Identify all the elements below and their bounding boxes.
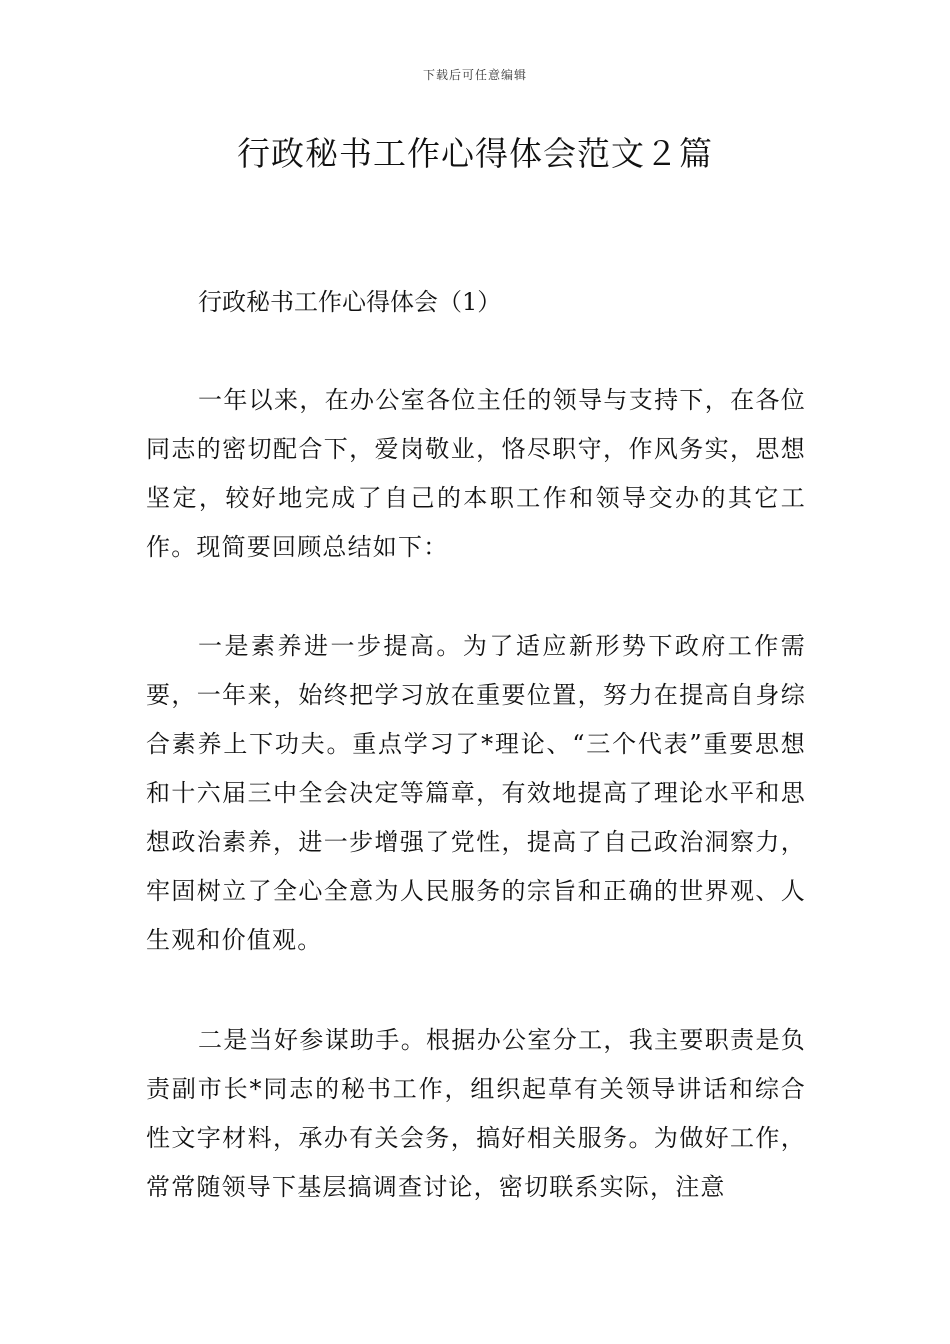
document-title: 行政秘书工作心得体会范文２篇 [237, 134, 713, 173]
section-heading: 行政秘书工作心得体会（1） [198, 288, 502, 316]
paragraph-point-one: 一是素养进一步提高。为了适应新形势下政府工作需要，一年来，始终把学习放在重要位置，努力在提高自身综合素养上下功夫。重点学习了*理论、“三个代表”重要思想和十六届三中全会决定等篇章，有效地提高了理论水平和思想政治素养，进一步增强了党性，提高了自己政治洞察力，牢固树立了全心全意为人民服务的宗旨和正确的世界观、人生观和价值观。 [146, 632, 806, 954]
header-note: 下载后可任意编辑 [422, 68, 527, 82]
paragraph-intro: 一年以来，在办公室各位主任的领导与支持下，在各位同志的密切配合下，爱岗敬业，恪尽职守，作风务实，思想坚定，较好地完成了自己的本职工作和领导交办的其它工作。现简要回顾总结如下： [146, 386, 806, 561]
paragraph-point-two: 二是当好参谋助手。根据办公室分工，我主要职责是负责副市长*同志的秘书工作，组织起草有关领导讲话和综合性文字材料，承办有关会务，搞好相关服务。为做好工作，常常随领导下基层搞调查讨论，密切联系实际，注意 [146, 1026, 806, 1201]
